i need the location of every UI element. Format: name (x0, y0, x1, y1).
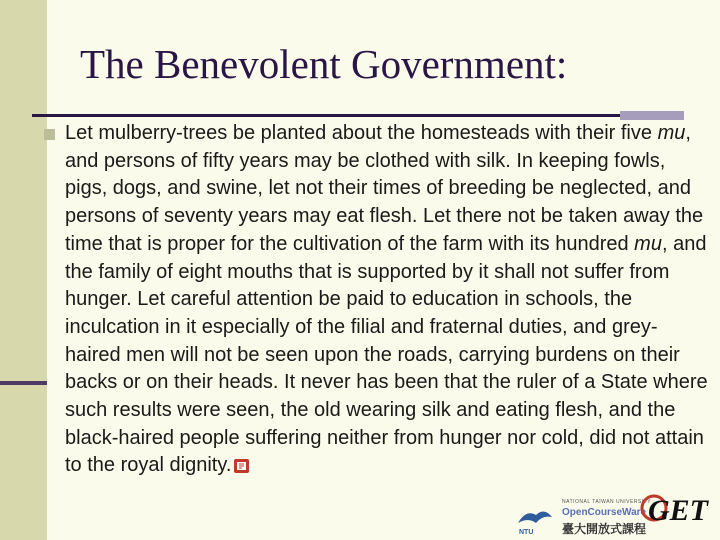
title-underline-accent (620, 111, 684, 120)
get-logo-text: GET (648, 494, 708, 527)
ntu-emblem-icon (514, 505, 556, 535)
get-logo-icon (638, 488, 714, 528)
italic-term: mu (657, 122, 686, 144)
bullet-paragraph (65, 120, 710, 480)
paragraph-text: , and persons of fifty years may be clothed with silk. In keeping fowls, pigs, dogs, and swine, let not their times of breeding be neglected, and persons of seventy years may eat flesh. Let there not be taken away the time that is proper for the cultivation of the farm with its hundred (65, 122, 704, 255)
paragraph-content (65, 122, 708, 476)
quote-link-icon[interactable] (234, 459, 249, 473)
ntu-ocw-chinese-label: 臺大開放式課程 (562, 522, 647, 536)
ntu-label: NTU (519, 529, 534, 535)
bullet-square-icon (44, 129, 55, 140)
paragraph-text: , and the family of eight mouths that is supported by it shall not suffer from hunger. Let careful attention be paid to education in schools, the inculcation in it especially of the filial and fraternal duties, and grey-haired men will not be seen upon the roads, carrying burdens on their backs or on their heads. It never has been that the ruler of a State where such results were seen, the old wearing silk and eating flesh, and the black-haired people suffering neither from hunger nor cold, did not attain to the royal dignity. (65, 232, 708, 477)
paragraph-text: Let mulberry-trees be planted about the homesteads with their five (65, 122, 658, 144)
ntu-caption: NATIONAL TAIWAN UNIVERSITY (562, 499, 652, 505)
footer-logos (514, 488, 714, 538)
opencourseware-label: OpenCourseWare (562, 507, 647, 518)
left-accent-rule (0, 381, 47, 385)
title-underline (32, 114, 620, 117)
left-decorative-band (0, 0, 47, 540)
italic-term: mu (634, 232, 662, 255)
slide-title: The Benevolent Government: (80, 41, 568, 87)
